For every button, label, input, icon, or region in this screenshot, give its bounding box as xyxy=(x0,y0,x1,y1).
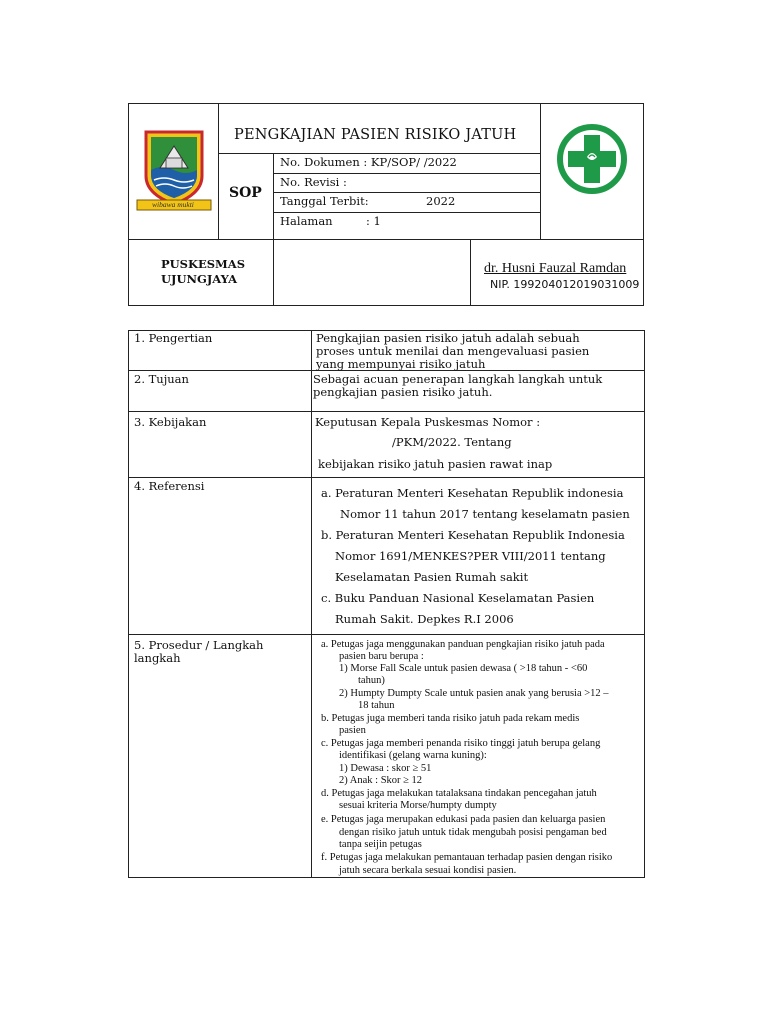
organization-name-line2: UJUNGJAYA xyxy=(161,272,238,286)
referensi-line: a. Peraturan Menteri Kesehatan Republik indonesia xyxy=(321,486,624,500)
sop-label: SOP xyxy=(229,185,262,201)
prosedur-line: tahun) xyxy=(358,675,385,686)
kebijakan-line: Keputusan Kepala Puskesmas Nomor : xyxy=(315,415,541,429)
referensi-line: Nomor 1691/MENKES?PER VIII/2011 tentang xyxy=(335,549,606,563)
prosedur-line: e. Petugas jaga merupakan edukasi pada pasien dan keluarga pasien xyxy=(321,814,606,825)
prosedur-line: pasien xyxy=(339,725,366,736)
prosedur-line: b. Petugas juga memberi tanda risiko jatuh pada rekam medis xyxy=(321,713,580,724)
prosedur-line: dengan risiko jatuh untuk tidak mengubah posisi pengaman bed xyxy=(339,827,607,838)
section-label-tujuan: 2. Tujuan xyxy=(134,372,189,386)
referensi-line: Nomor 11 tahun 2017 tentang keselamatn pasien xyxy=(340,507,630,521)
section-label-kebijakan: 3. Kebijakan xyxy=(134,415,207,429)
section-label-referensi: 4. Referensi xyxy=(134,479,205,493)
signer-name: dr. Husni Fauzal Ramdan xyxy=(484,261,627,276)
page-value: : 1 xyxy=(366,214,381,228)
prosedur-line: pasien baru berupa : xyxy=(339,651,424,662)
prosedur-line: sesuai kriteria Morse/humpty dumpty xyxy=(339,800,497,811)
referensi-line: c. Buku Panduan Nasional Keselamatan Pasien xyxy=(321,591,595,605)
page-label: Halaman xyxy=(280,214,333,228)
section-label-prosedur: 5. Prosedur / Langkah xyxy=(134,638,264,652)
prosedur-line: a. Petugas jaga menggunakan panduan pengkajian risiko jatuh pada xyxy=(321,639,605,650)
prosedur-line: 2) Humpty Dumpty Scale untuk pasien anak yang berusia >12 – xyxy=(339,688,609,699)
health-cross-logo xyxy=(556,123,628,195)
document-title: PENGKAJIAN PASIEN RISIKO JATUH xyxy=(234,127,517,143)
pengertian-line: yang mempunyai risiko jatuh xyxy=(316,357,486,371)
revision-number: No. Revisi : xyxy=(280,175,347,189)
issue-date-year: 2022 xyxy=(426,194,456,208)
tujuan-line: Sebagai acuan penerapan langkah langkah untuk xyxy=(313,372,603,386)
prosedur-line: 1) Dewasa : skor ≥ 51 xyxy=(339,763,432,774)
document-number: No. Dokumen : KP/SOP/ /2022 xyxy=(280,155,457,169)
regional-emblem-logo xyxy=(134,128,214,214)
signer-nip: NIP. 199204012019031009 xyxy=(490,278,640,291)
referensi-line: b. Peraturan Menteri Kesehatan Republik Indonesia xyxy=(321,528,625,542)
referensi-line: Keselamatan Pasien Rumah sakit xyxy=(335,570,529,584)
pengertian-line: Pengkajian pasien risiko jatuh adalah sebuah xyxy=(316,331,580,345)
prosedur-line: identifikasi (gelang warna kuning): xyxy=(339,750,487,761)
organization-name-line1: PUSKESMAS xyxy=(161,257,246,271)
kebijakan-line: kebijakan risiko jatuh pasien rawat inap xyxy=(318,457,553,471)
kebijakan-line: /PKM/2022. Tentang xyxy=(392,435,512,449)
prosedur-line: 18 tahun xyxy=(358,700,395,711)
section-label-prosedur-cont: langkah xyxy=(134,651,181,665)
prosedur-line: jatuh secara berkala sesuai kondisi pasien. xyxy=(339,865,517,876)
pengertian-line: proses untuk menilai dan mengevaluasi pasien xyxy=(316,344,590,358)
prosedur-line: f. Petugas jaga melakukan pemantauan terhadap pasien dengan risiko xyxy=(321,852,613,863)
prosedur-line: 1) Morse Fall Scale untuk pasien dewasa ( >18 tahun - <60 xyxy=(339,663,588,674)
prosedur-line: tanpa seijin petugas xyxy=(339,839,422,850)
tujuan-line: pengkajian pasien risiko jatuh. xyxy=(313,385,493,399)
logo-banner-text: wibawa mukti xyxy=(152,200,194,209)
prosedur-line: d. Petugas jaga melakukan tatalaksana tindakan pencegahan jatuh xyxy=(321,788,597,799)
section-label-pengertian: 1. Pengertian xyxy=(134,331,213,345)
prosedur-line: 2) Anak : Skor ≥ 12 xyxy=(339,775,423,786)
referensi-line: Rumah Sakit. Depkes R.I 2006 xyxy=(335,612,514,626)
prosedur-line: c. Petugas jaga memberi penanda risiko tinggi jatuh berupa gelang xyxy=(321,738,601,749)
issue-date-label: Tanggal Terbit: xyxy=(280,194,369,208)
